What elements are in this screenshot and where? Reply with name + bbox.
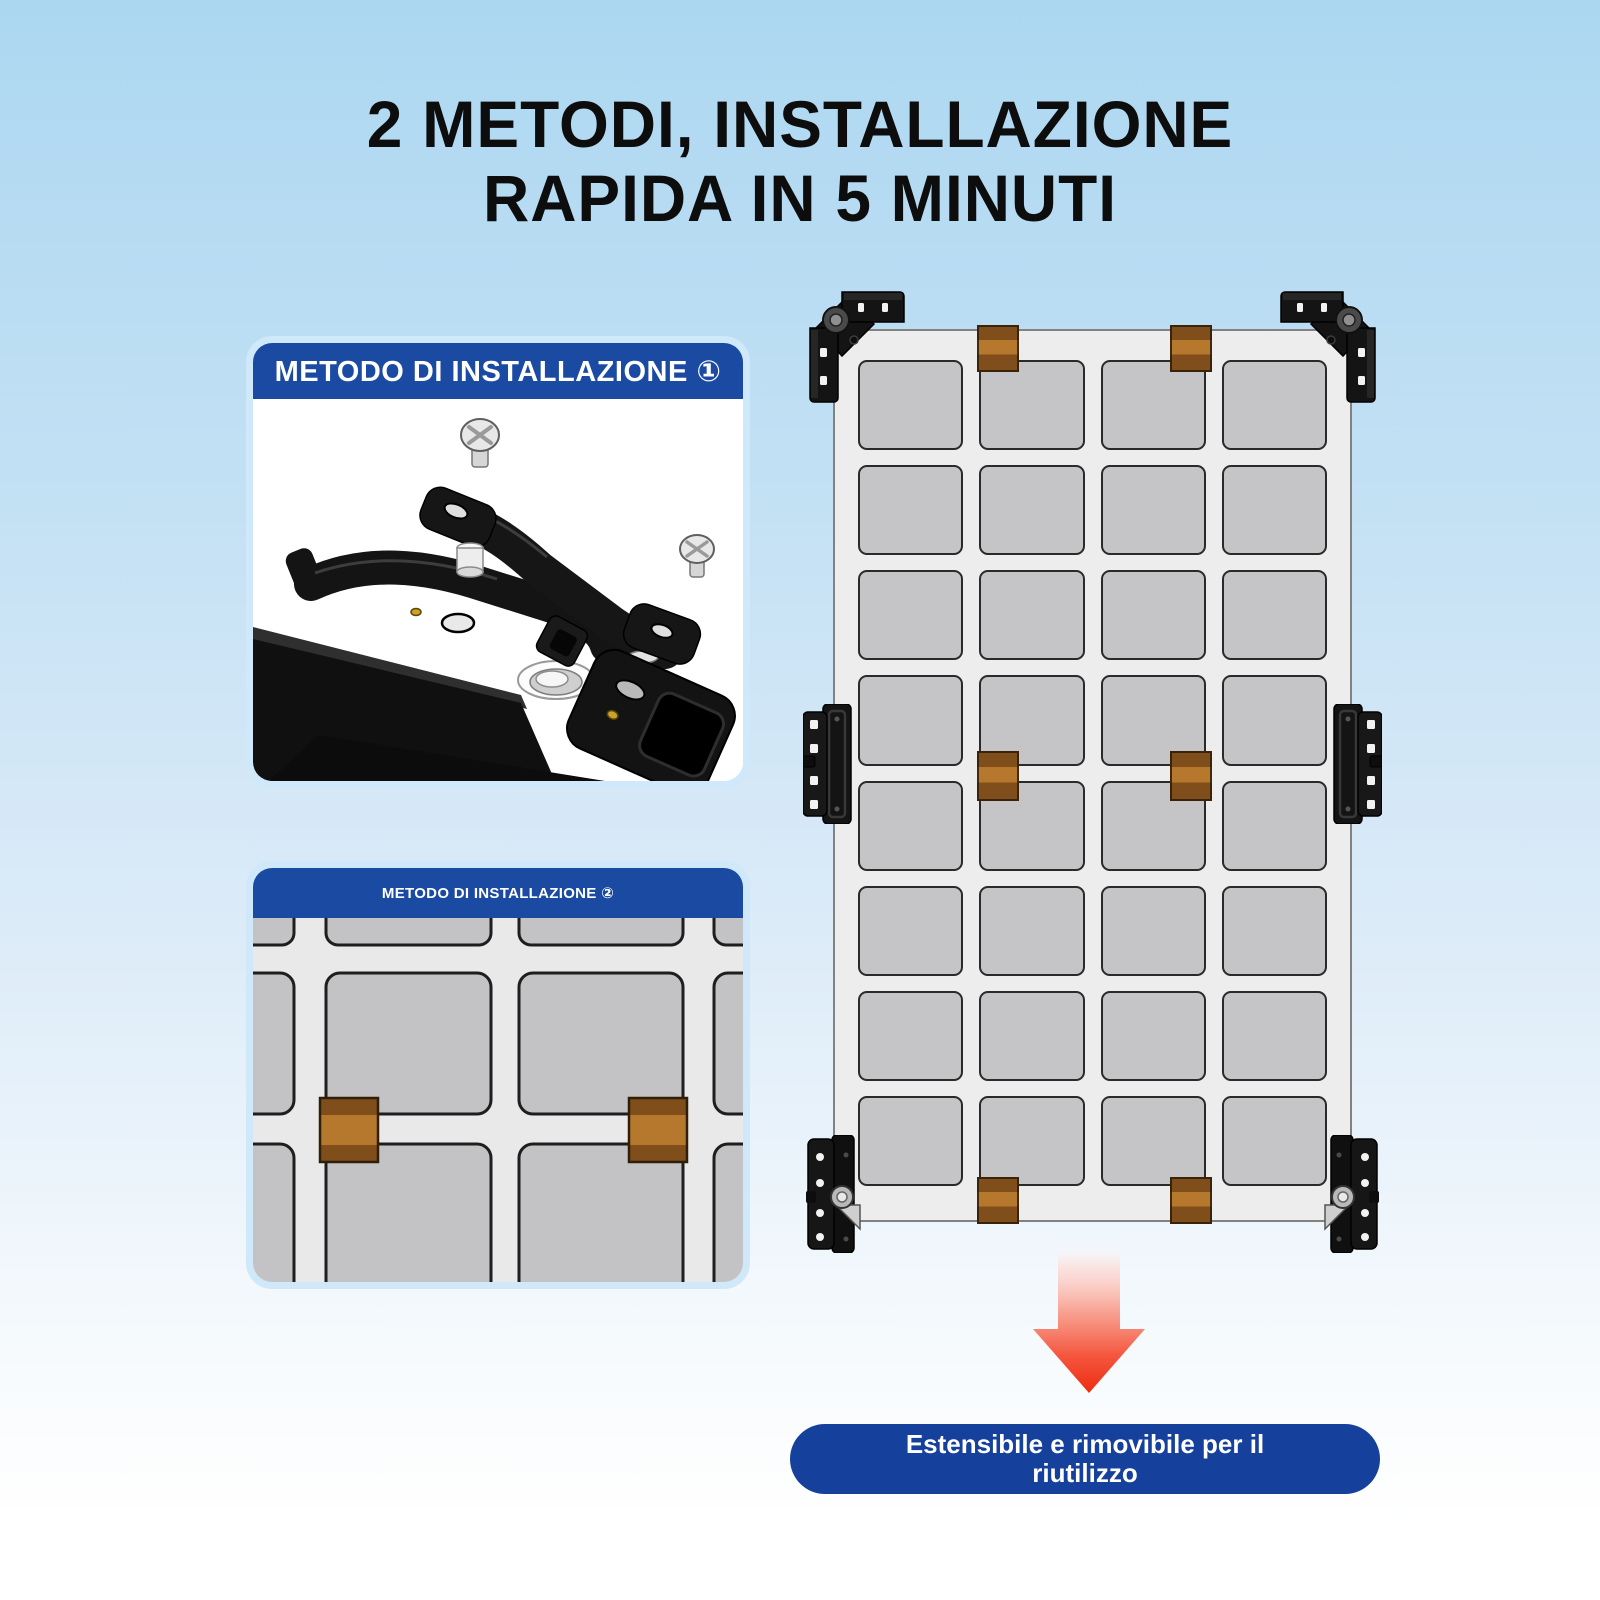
solar-cell bbox=[858, 675, 963, 765]
solar-cell bbox=[858, 465, 963, 555]
tape-closeup-illustration bbox=[253, 918, 743, 1282]
solar-cell bbox=[1101, 360, 1206, 450]
solar-cell bbox=[1101, 570, 1206, 660]
solar-cell bbox=[1101, 991, 1206, 1081]
solar-cell bbox=[1222, 675, 1327, 765]
benefit-banner-line2: riutilizzo bbox=[1032, 1458, 1138, 1488]
solar-panel-diagram bbox=[833, 329, 1352, 1222]
corner-bracket-bottom-left bbox=[806, 1135, 862, 1253]
solar-cell bbox=[979, 360, 1084, 450]
adhesive-tape bbox=[1170, 1177, 1212, 1224]
side-bracket-left bbox=[803, 704, 853, 824]
solar-cell bbox=[979, 886, 1084, 976]
adhesive-tape bbox=[977, 325, 1019, 372]
solar-cell bbox=[858, 991, 963, 1081]
solar-cell bbox=[979, 991, 1084, 1081]
solar-cell bbox=[979, 1096, 1084, 1186]
benefit-banner bbox=[790, 1424, 1380, 1494]
adhesive-tape bbox=[977, 1177, 1019, 1224]
method1-header-label: METODO DI INSTALLAZIONE ① bbox=[274, 355, 722, 388]
page-title bbox=[24, 88, 1576, 236]
corner-bracket-bottom-right bbox=[1323, 1135, 1379, 1253]
solar-cell bbox=[1101, 1096, 1206, 1186]
solar-cell bbox=[979, 465, 1084, 555]
screw-icon bbox=[680, 535, 714, 577]
end-cap-bracket bbox=[560, 643, 742, 781]
solar-cell bbox=[1222, 570, 1327, 660]
method2-header-label: METODO DI INSTALLAZIONE ② bbox=[381, 885, 615, 902]
benefit-banner-line1: Estensibile e rimovibile per il bbox=[905, 1428, 1265, 1459]
solar-cell bbox=[1101, 886, 1206, 976]
method1-panel bbox=[246, 336, 750, 788]
solar-cell bbox=[858, 781, 963, 871]
corner-bracket-top-left bbox=[806, 288, 906, 403]
adhesive-tape bbox=[629, 1098, 687, 1162]
solar-cell bbox=[1222, 1096, 1327, 1186]
frame-hole-center bbox=[536, 671, 568, 687]
solar-cell bbox=[1101, 465, 1206, 555]
bracket-screw-exploded-illustration bbox=[253, 399, 743, 781]
page-title-line1: 2 METODI, INSTALLAZIONE bbox=[366, 87, 1234, 161]
method1-header bbox=[253, 343, 743, 399]
solar-cell bbox=[1222, 465, 1327, 555]
solar-cell bbox=[1222, 781, 1327, 871]
solar-cell bbox=[1222, 886, 1327, 976]
solar-cell bbox=[858, 570, 963, 660]
solar-cell bbox=[858, 886, 963, 976]
adhesive-tape bbox=[1170, 751, 1212, 801]
solar-cell bbox=[979, 570, 1084, 660]
method2-illustration bbox=[253, 918, 743, 1282]
adhesive-tape bbox=[1170, 325, 1212, 372]
method1-illustration bbox=[253, 399, 743, 781]
solar-cell-grid bbox=[858, 360, 1327, 1186]
down-arrow-icon bbox=[1024, 1243, 1154, 1395]
adhesive-tape bbox=[977, 751, 1019, 801]
method2-header bbox=[253, 868, 743, 918]
method2-panel bbox=[246, 861, 750, 1289]
page-title-line2: RAPIDA IN 5 MINUTI bbox=[483, 160, 1117, 235]
solar-cell bbox=[1222, 991, 1327, 1081]
side-bracket-right bbox=[1332, 704, 1382, 824]
adhesive-tape bbox=[320, 1098, 378, 1162]
corner-bracket-top-right bbox=[1279, 288, 1379, 403]
screw-icon bbox=[461, 419, 499, 467]
solar-cell bbox=[858, 1096, 963, 1186]
